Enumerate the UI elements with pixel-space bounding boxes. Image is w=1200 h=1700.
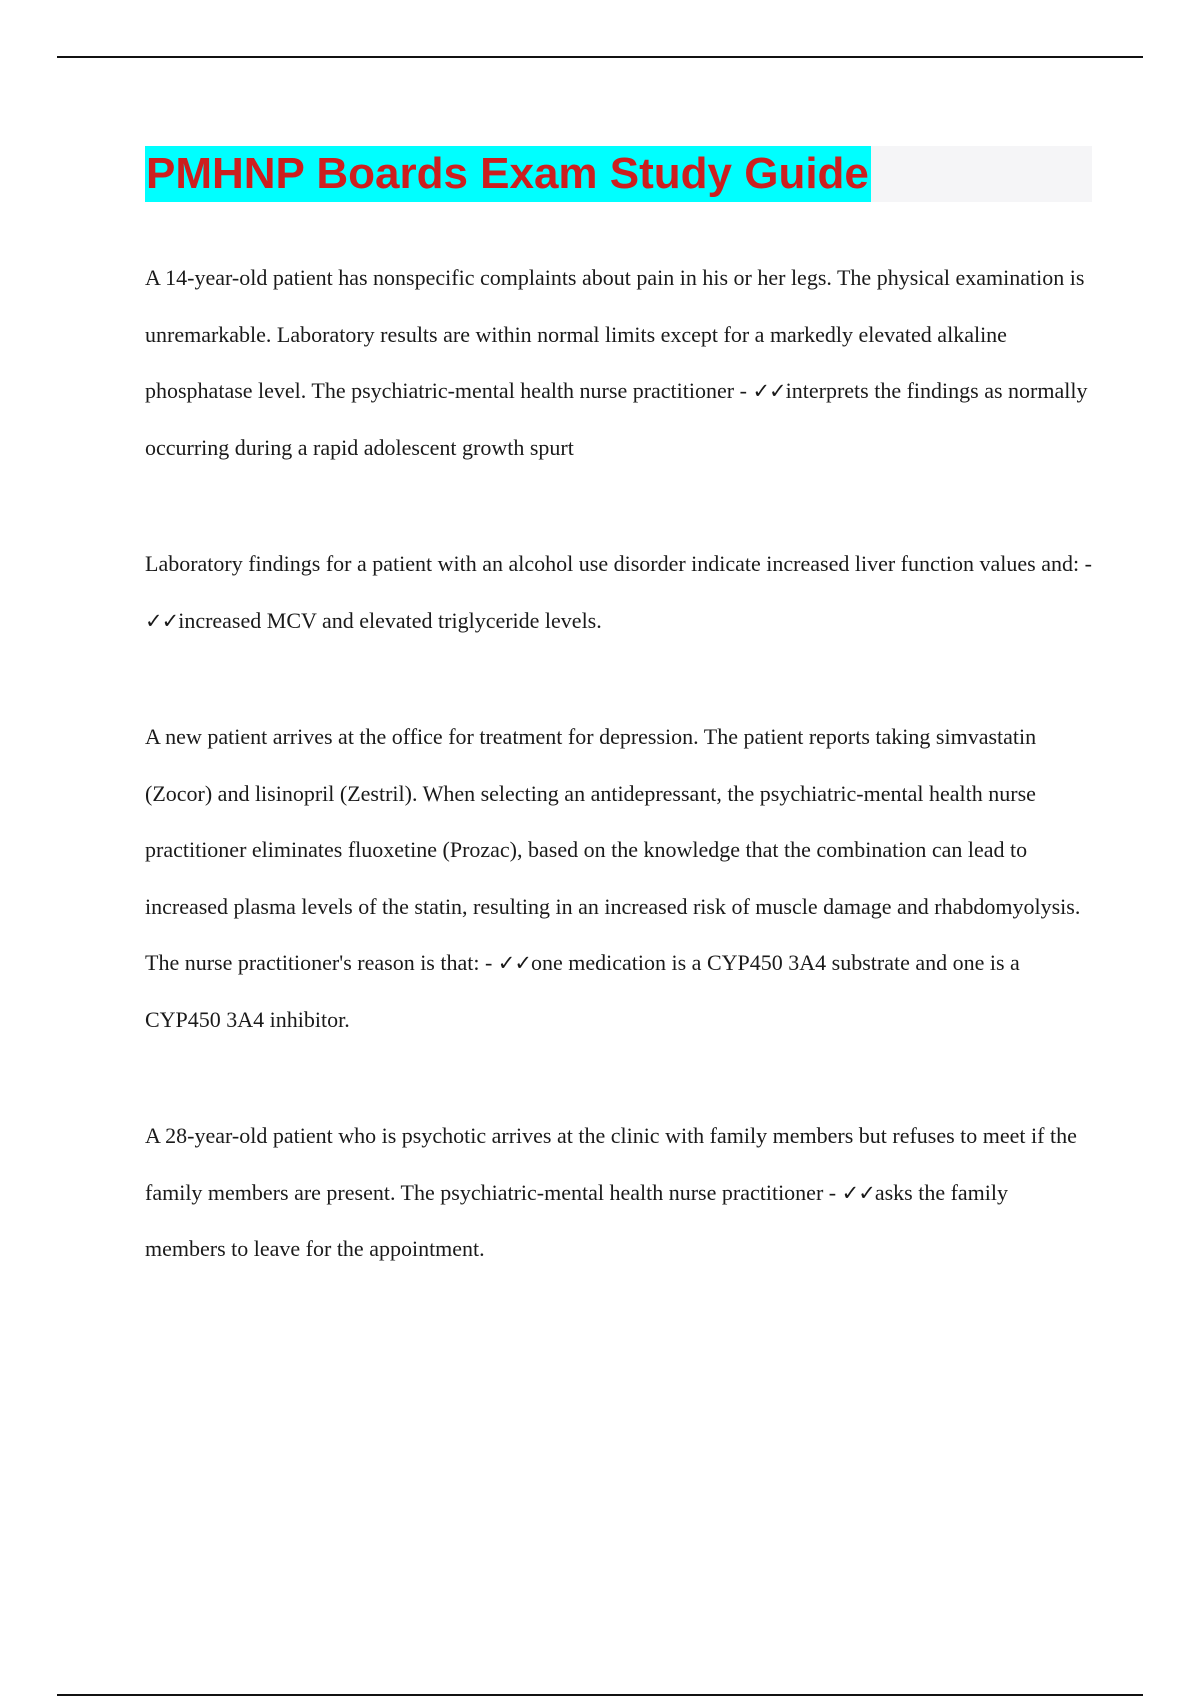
qa-item-2 — [145, 536, 1093, 649]
qa-item-3 — [145, 709, 1093, 1048]
checkmark-icon: ✓✓ — [752, 379, 786, 403]
checkmark-icon: ✓✓ — [145, 608, 179, 633]
answer-text: increased MCV and elevated triglyceride levels. — [178, 607, 602, 633]
answer-text: asks the family members to leave for the appointment. — [145, 1179, 1009, 1261]
checkmark-icon: ✓✓ — [497, 951, 531, 975]
checkmark-icon: ✓✓ — [841, 1180, 875, 1205]
qa-item-4 — [145, 1108, 1093, 1278]
question-text: Laboratory findings for a patient with an alcohol use disorder indicate increased liver function values and: - — [145, 551, 1092, 576]
footer-rule — [57, 1694, 1143, 1696]
question-text: A new patient arrives at the office for treatment for depression. The patient reports taking simvastatin (Zocor) and lisinopril (Zestril). When selecting an antidepressant, the psychiatric-mental health nurse practitioner eliminates fluoxetine (Prozac), based on the knowledge that the combination can lead to increased plasma levels of the statin, resulting in an increased risk of muscle damage and rhabdomyolysis. The nurse practitioner's reason is that: - — [145, 724, 1081, 975]
question-text: A 14-year-old patient has nonspecific complaints about pain in his or her legs. The physical examination is unremarkable. Laboratory results are within normal limits except for a markedly elevated alkaline phosphatase level. The psychiatric-mental health nurse practitioner - — [145, 265, 1085, 403]
question-text: A 28-year-old patient who is psychotic arrives at the clinic with family members but refuses to meet if the family members are present. The psychiatric-mental health nurse practitioner - — [145, 1123, 1077, 1205]
header-rule — [57, 56, 1143, 58]
study-guide-content — [145, 250, 1093, 1338]
answer-text: one medication is a CYP450 3A4 substrate and one is a CYP450 3A4 inhibitor. — [145, 950, 1020, 1032]
qa-item-1 — [145, 250, 1093, 476]
answer-text: interprets the findings as normally occurring during a rapid adolescent growth spurt — [145, 378, 1088, 460]
page-title: PMHNP Boards Exam Study Guide — [145, 146, 871, 202]
